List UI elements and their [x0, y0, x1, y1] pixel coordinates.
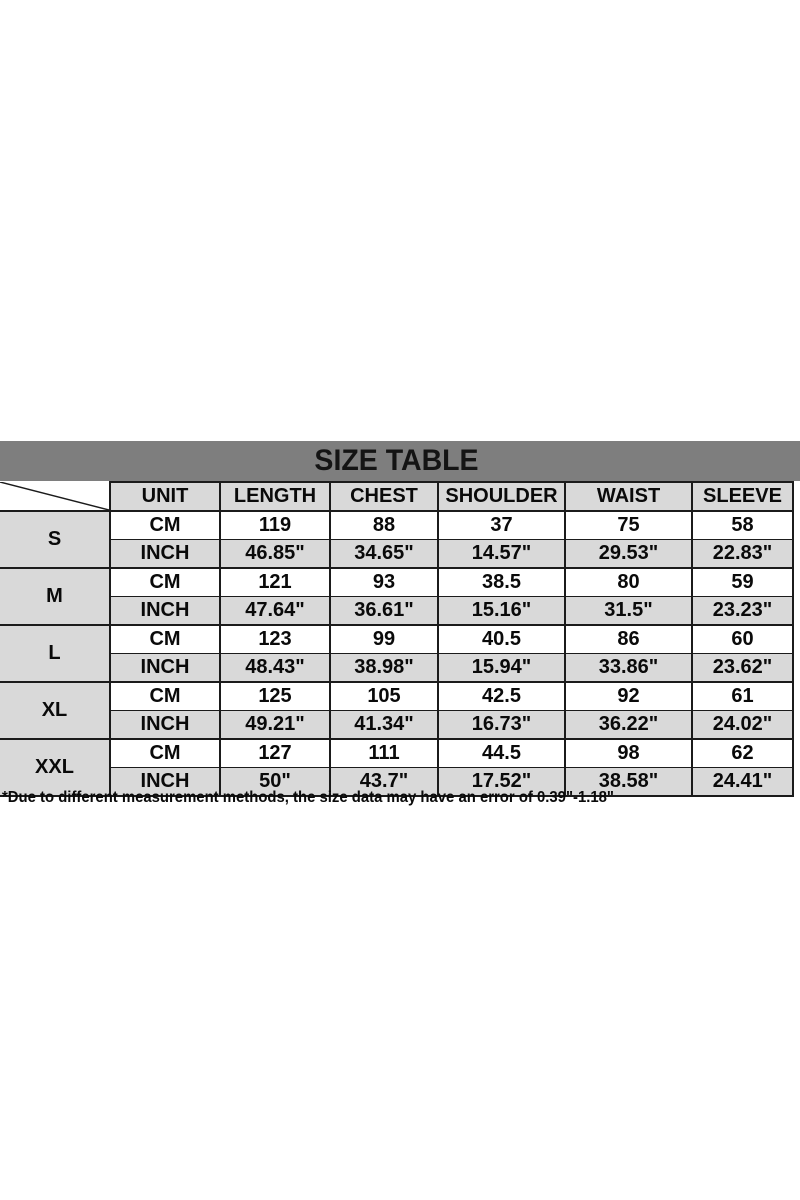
column-header-length: LENGTH	[220, 482, 330, 511]
value-cell: 38.58"	[565, 768, 692, 797]
table-row-l-inch	[0, 654, 793, 683]
unit-label-inch: INCH	[110, 654, 220, 683]
value-cell: 50"	[220, 768, 330, 797]
value-cell: 48.43"	[220, 654, 330, 683]
column-header-shoulder: SHOULDER	[438, 482, 565, 511]
value-cell: 34.65"	[330, 540, 438, 569]
value-cell: 17.52"	[438, 768, 565, 797]
value-cell: 47.64"	[220, 597, 330, 626]
value-cell: 37	[438, 511, 565, 540]
column-header-unit: UNIT	[110, 482, 220, 511]
value-cell: 58	[692, 511, 793, 540]
value-cell: 36.22"	[565, 711, 692, 740]
value-cell: 105	[330, 682, 438, 711]
value-cell: 127	[220, 739, 330, 768]
diagonal-line-icon	[0, 482, 109, 510]
value-cell: 41.34"	[330, 711, 438, 740]
value-cell: 43.7"	[330, 768, 438, 797]
value-cell: 98	[565, 739, 692, 768]
table-row-s-cm	[0, 511, 793, 540]
unit-label-cm: CM	[110, 511, 220, 540]
value-cell: 59	[692, 568, 793, 597]
value-cell: 23.62"	[692, 654, 793, 683]
value-cell: 31.5"	[565, 597, 692, 626]
value-cell: 38.98"	[330, 654, 438, 683]
value-cell: 49.21"	[220, 711, 330, 740]
value-cell: 80	[565, 568, 692, 597]
size-label-xl: XL	[0, 682, 110, 739]
value-cell: 99	[330, 625, 438, 654]
column-header-waist: WAIST	[565, 482, 692, 511]
unit-label-inch: INCH	[110, 768, 220, 797]
value-cell: 15.94"	[438, 654, 565, 683]
value-cell: 121	[220, 568, 330, 597]
measurement-error-footnote: *Due to different measurement methods, the size data may have an error of 0.39"-1.18"	[2, 789, 614, 806]
value-cell: 38.5	[438, 568, 565, 597]
table-header-row	[0, 482, 793, 511]
value-cell: 119	[220, 511, 330, 540]
page-title: SIZE TABLE	[314, 444, 479, 477]
value-cell: 36.61"	[330, 597, 438, 626]
value-cell: 111	[330, 739, 438, 768]
value-cell: 46.85"	[220, 540, 330, 569]
unit-label-inch: INCH	[110, 597, 220, 626]
unit-label-inch: INCH	[110, 711, 220, 740]
size-table	[0, 481, 794, 797]
value-cell: 75	[565, 511, 692, 540]
column-header-sleeve: SLEEVE	[692, 482, 793, 511]
value-cell: 15.16"	[438, 597, 565, 626]
table-row-m-inch	[0, 597, 793, 626]
value-cell: 42.5	[438, 682, 565, 711]
unit-label-cm: CM	[110, 682, 220, 711]
column-header-chest: CHEST	[330, 482, 438, 511]
value-cell: 61	[692, 682, 793, 711]
value-cell: 62	[692, 739, 793, 768]
size-label-l: L	[0, 625, 110, 682]
value-cell: 14.57"	[438, 540, 565, 569]
table-row-m-cm	[0, 568, 793, 597]
value-cell: 93	[330, 568, 438, 597]
size-label-xxl: XXL	[0, 739, 110, 796]
diagonal-corner-cell	[0, 482, 110, 511]
table-row-xl-cm	[0, 682, 793, 711]
table-row-xxl-cm	[0, 739, 793, 768]
value-cell: 16.73"	[438, 711, 565, 740]
value-cell: 40.5	[438, 625, 565, 654]
unit-label-cm: CM	[110, 568, 220, 597]
table-row-s-inch	[0, 540, 793, 569]
unit-label-inch: INCH	[110, 540, 220, 569]
value-cell: 60	[692, 625, 793, 654]
size-label-m: M	[0, 568, 110, 625]
unit-label-cm: CM	[110, 625, 220, 654]
table-row-l-cm	[0, 625, 793, 654]
value-cell: 22.83"	[692, 540, 793, 569]
value-cell: 86	[565, 625, 692, 654]
value-cell: 29.53"	[565, 540, 692, 569]
size-table-title-bar	[0, 441, 800, 481]
value-cell: 24.41"	[692, 768, 793, 797]
value-cell: 88	[330, 511, 438, 540]
value-cell: 33.86"	[565, 654, 692, 683]
value-cell: 125	[220, 682, 330, 711]
value-cell: 24.02"	[692, 711, 793, 740]
size-label-s: S	[0, 511, 110, 568]
value-cell: 92	[565, 682, 692, 711]
unit-label-cm: CM	[110, 739, 220, 768]
value-cell: 23.23"	[692, 597, 793, 626]
value-cell: 123	[220, 625, 330, 654]
value-cell: 44.5	[438, 739, 565, 768]
table-row-xl-inch	[0, 711, 793, 740]
